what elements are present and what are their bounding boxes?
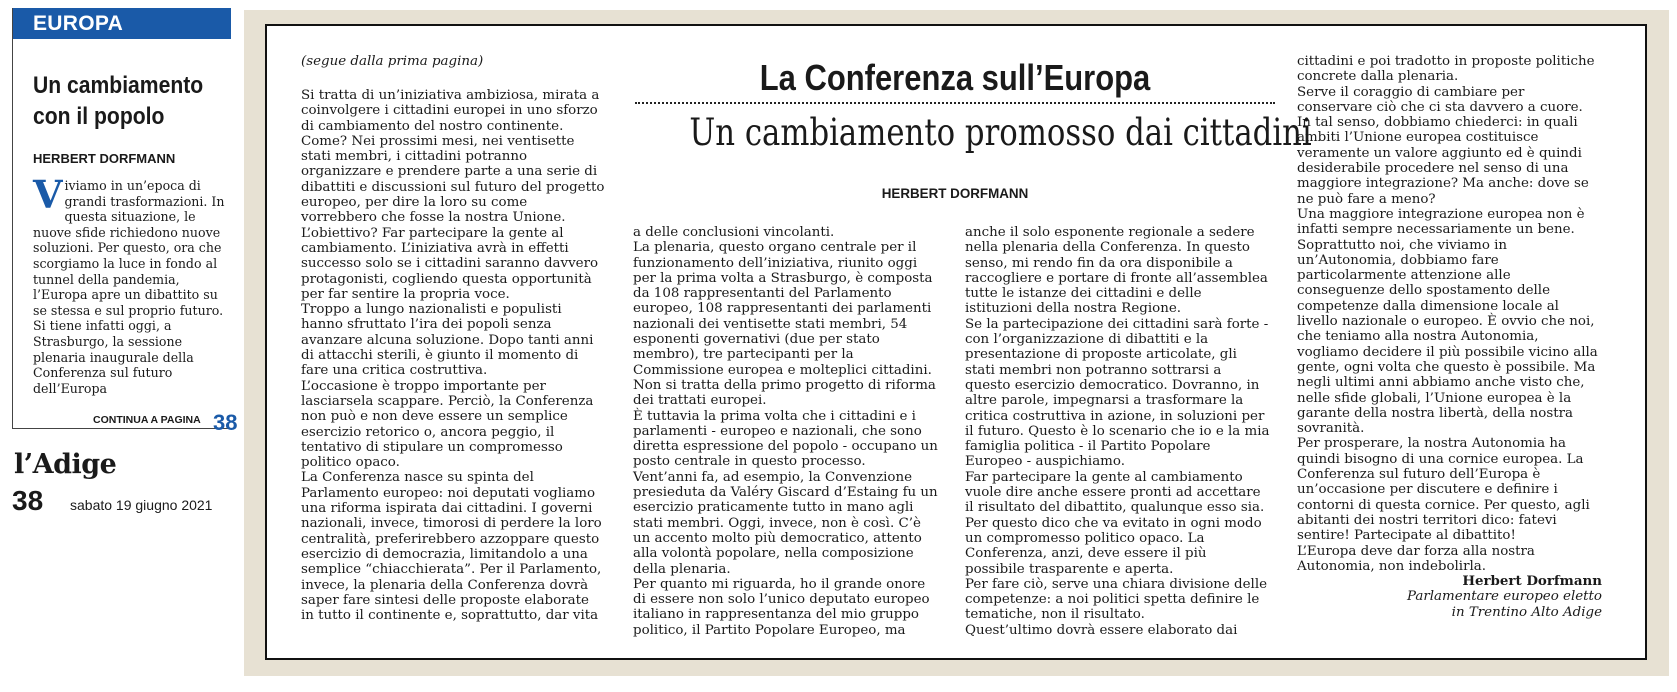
teaser-dropcap: V — [33, 172, 63, 217]
paragraph: Una maggiore integrazione europea non è infatti sempre necessariamente un bene. Soprattutto noi, che viviamo in un’Autonomia, dobbiamo fare particolarmente attenzione alle conseguenze dello spostamento delle competenze dalla dimensione locale al livello nazionale o europeo. È ovvio che noi, che teniamo alla nostra Autonomia, vogliamo decidere il più possibile vicino alla gente, ogni volta che questo è possibile. Ma negli ultimi anni abbiamo anche visto che, nelle sfide globali, l’Unione europea è la garante della nostra libertà, della nostra sovranità. — [1297, 206, 1598, 437]
dotted-divider — [635, 102, 1275, 104]
teaser-text: iviamo in un’epoca di grandi trasformazioni. In questa situazione, le nuove sfide richiedono nuove soluzioni. Per questo, ora che scorgiamo la luce in fondo al tunnel della pandemia, l’Europa apre un dibattito su se stessa e sul proprio futuro. Si tiene infatti oggi, a Strasburgo, la sessione plenaria inaugurale della Conferenza sul futuro dell’Europa — [33, 178, 225, 396]
masthead-logo: l’Adige — [14, 449, 117, 480]
article-headline: Un cambiamento promosso dai cittadini — [689, 111, 1312, 154]
article-frame — [244, 10, 1669, 676]
paragraph: Troppo a lungo nazionalisti e populisti hanno sfruttato l’ira dei popoli senza avanzare alcuna soluzione. Dopo tanti anni di attacchi sterili, è giunto il momento di fare una critica costruttiva. — [301, 302, 594, 379]
page-number: 38 — [12, 485, 44, 516]
signature-role-line1: Parlamentare europeo eletto — [1406, 589, 1602, 605]
paragraph: cittadini e poi tradotto in proposte politiche concrete dalla plenaria. — [1297, 54, 1595, 85]
article-kicker: La Conferenza sull’Europa — [759, 57, 1151, 98]
article-box — [265, 24, 1647, 660]
paragraph: L’occasione è troppo importante per lasciarsela scappare. Perciò, la Conferenza non può e non deve essere un semplice esercizio retorico o, ancora peggio, il tentativo di stipulare un compromesso politico opaco. — [301, 378, 594, 471]
paragraph: L’Europa deve dar forza alla nostra Autonomia, non indebolirla. — [1297, 543, 1535, 574]
paragraph: Far partecipare la gente al cambiamento vuole dire anche essere pronti ad accettare il risultato del dibattito, qualunque esso sia. Per questo dico che va evitato in ogni modo un compromesso politico opaco. La Conferenza, anzi, deve essere il più possibile trasparente e aperta. — [965, 469, 1265, 577]
paragraph: Per quanto mi riguarda, ho il grande onore di essere non solo l’unico deputato europeo italiano in rappresentanza del mio gruppo politico, il Partito Popolare Europeo, ma — [633, 576, 930, 638]
segue-note: (segue dalla prima pagina) — [301, 54, 484, 69]
paragraph: La Conferenza nasce su spinta del Parlamento europeo: noi deputati vogliamo una riforma ispirata dai cittadini. I governi nazionali, invece, timorosi di perdere la loro centralità, preferirebbero azzoppare questo esercizio di democrazia, limitandolo a una semplice “chiacchierata”. Per il Parlamento, invece, la plenaria della Conferenza dovrà saper fare sintesi delle proposte elaborate in tutto il continente e, soprattutto, dar vita — [301, 470, 602, 624]
paragraph: È tuttavia la prima volta che i cittadini e i parlamenti - europeo e nazionali, che sono diretta espressione del popolo - occupano un posto centrale in questo processo. — [633, 408, 938, 470]
continue-label: CONTINUA A PAGINA — [93, 414, 201, 426]
paragraph: Quest’ultimo dovrà essere elaborato dai — [965, 622, 1238, 638]
teaser-title-line2: con il popolo — [33, 103, 165, 130]
teaser-byline: HERBERT DORFMANN — [33, 151, 176, 166]
signature-name: Herbert Dorfmann — [1462, 573, 1602, 590]
teaser-title — [33, 70, 209, 132]
article-column-3 — [965, 225, 1270, 638]
paragraph: La plenaria, questo organo centrale per il funzionamento dell’iniziativa, riunito oggi per la prima volta a Strasburgo, è composta da 108 rappresentanti del Parlamento europeo, 108 rappresentanti dei parlamenti nazionali dei ventisette stati membri, 54 esponenti governativi (due per stato membro), tre partecipanti per la Commissione europea e molteplici cittadini. Non si tratta della primo progetto di riforma dei trattati europei. — [633, 240, 936, 409]
paragraph: Se la partecipazione dei cittadini sarà forte - con l’organizzazione di dibattiti e la presentazione di proposte articolate, gli stati membri non potranno sottrarsi a questo esercizio democratico. Dovranno, in altre parole, impegnarsi a trasformare la critica costruttiva in azione, in soluzioni per il futuro. Questo è lo scenario che io e la mia famiglia politica - il Partito Popolare Europeo - auspichiamo. — [965, 316, 1270, 470]
continue-page-link[interactable]: 38 — [213, 410, 238, 435]
teaser-body — [33, 172, 233, 396]
article-byline: HERBERT DORFMANN — [881, 186, 1029, 201]
article-column-4 — [1297, 54, 1602, 620]
paragraph: Per fare ciò, serve una chiara divisione delle competenze: a noi politici spetta definire le tematiche, non il risultato. — [965, 576, 1268, 623]
teaser-title-line1: Un cambiamento — [33, 72, 204, 99]
issue-date: sabato 19 giugno 2021 — [70, 497, 213, 513]
paragraph: Per prosperare, la nostra Autonomia ha quindi bisogno di una cornice europea. La Conferenza sul futuro dell’Europa è un’occasione per discutere e definire i contorni di questa cornice. Per questo, agli abitanti dei nostri territori dico: fatevi sentire! Partecipate al dibattito! — [1297, 436, 1590, 544]
paragraph: a delle conclusioni vincolanti. — [633, 225, 835, 240]
front-page-teaser — [12, 8, 238, 435]
paragraph: In tal senso, dobbiamo chiederci: in quali ambiti l’Unione europea costituisce veramente un valore aggiunto ed è quindi desiderabile procedere nel senso di una maggiore integrazione? Ma anche: dove se ne può fare a meno? — [1297, 115, 1589, 207]
article-column-1 — [301, 88, 606, 623]
signature-role-line2: in Trentino Alto Adige — [1451, 604, 1602, 620]
paragraph: Si tratta di un’iniziativa ambiziosa, mirata a coinvolgere i cittadini europei in uno sforzo di cambiamento del nostro continente. Come? Nei prossimi mesi, nei ventisette stati membri, i cittadini potranno organizzare e prendere parte a una serie di dibattiti e discussioni sul futuro del progetto europeo, per dire la loro su come vorrebbero che fosse la nostra Unione. — [301, 88, 605, 226]
paragraph: Serve il coraggio di cambiare per conservare ciò che ci sta davvero a cuore. — [1297, 84, 1583, 115]
section-tag: EUROPA — [13, 8, 231, 39]
article-column-2 — [633, 225, 938, 638]
paragraph: Vent’anni fa, ad esempio, la Convenzione presieduta da Valéry Giscard d’Estaing fu un esercizio praticamente tutto in mano agli stati membri. Oggi, invece, non è così. C’è un accento molto più democratico, attento alla volontà popolare, nella composizione della plenaria. — [633, 469, 938, 577]
paragraph: anche il solo esponente regionale a sedere nella plenaria della Conferenza. In questo senso, mi rendo fin da ora disponibile a raccogliere e portare di fronte all’assemblea tutte le istanze dei cittadini e delle istituzioni della nostra Regione. — [965, 225, 1268, 317]
paragraph: L’obiettivo? Far partecipare la gente al cambiamento. L’iniziativa avrà in effetti successo solo se i cittadini saranno davvero protagonisti, cogliendo questa opportunità per far sentire la propria voce. — [301, 225, 599, 302]
